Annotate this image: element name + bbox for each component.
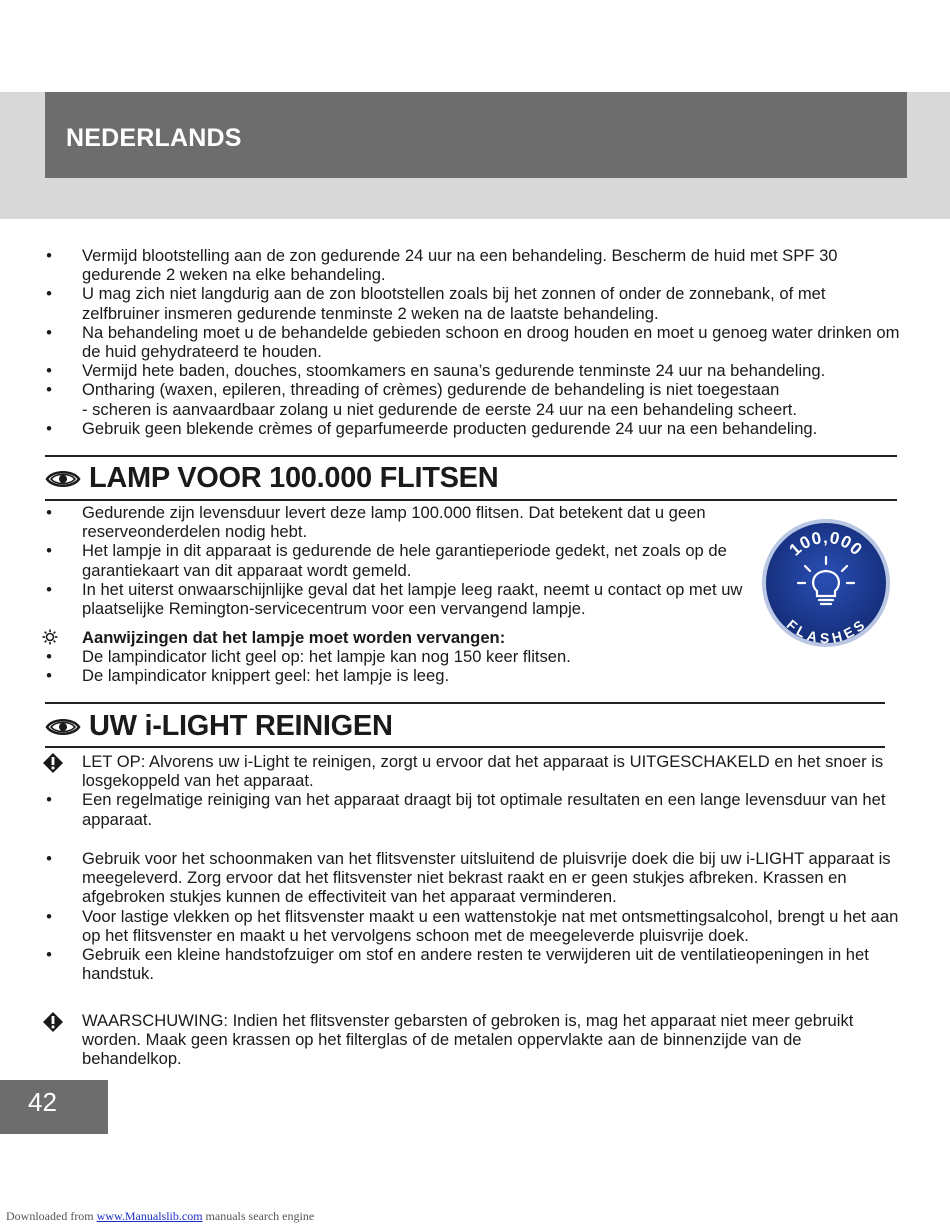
aftercare-list	[44, 246, 904, 438]
list-item: • Een regelmatige reiniging van het apparaat draagt bij tot optimale resultaten en een lange levensduur van het apparaat.	[46, 790, 886, 829]
list-item: • Vermijd blootstelling aan de zon gedurende 24 uur na een behandeling. Bescherm de huid met SPF 30 gedurende 2 weken na elke behandeling.	[46, 246, 838, 285]
list-item: • Gebruik geen blekende crèmes of geparfumeerde producten gedurende 24 uur na een behandeling.	[46, 418, 818, 438]
indicator-heading: Aanwijzingen dat het lampje moet worden vervangen:	[44, 628, 904, 647]
list-item: • Gebruik voor het schoonmaken van het flitsvenster uitsluitend de pluisvrije doek die bij uw i-LIGHT apparaat is meegeleverd. Zorg ervoor dat het flitsvenster niet bekrast raakt en er geen stukjes afbreken. Krassen en afgebroken stukjes kunnen de effectiviteit van het apparaat verminderen.	[46, 849, 891, 907]
warning-diamond-icon	[42, 1011, 64, 1033]
cleaning-section-heading	[45, 710, 393, 743]
badge-bottom-text: FLASHES	[783, 616, 869, 647]
eye-icon	[45, 716, 81, 738]
list-item: • Vermijd hete baden, douches, stoomkamers en sauna’s gedurende tenminste 24 uur na behandeling.	[46, 361, 826, 381]
manualslib-link[interactable]: www.Manualslib.com	[96, 1209, 203, 1223]
warning-item: WAARSCHUWING: Indien het flitsvenster gebarsten of gebroken is, mag het apparaat niet meer gebruikt worden. Maak geen krassen op het filterglas of de metalen oppervlakte aan de binnenzijde van de behandelkop.	[44, 1011, 904, 1069]
list-item: • In het uiterst onwaarschijnlijke geval dat het lampje leeg raakt, neemt u contact op met uw plaatselijke Remington-servicecentrum voor een vervangend lampje.	[46, 579, 743, 619]
list-item: • U mag zich niet langdurig aan de zon blootstellen zoals bij het zonnen of onder de zonnebank, of met zelfbruiner insmeren gedurende tenminste 2 weken na de laatste behandeling.	[46, 284, 826, 323]
flashes-badge	[760, 517, 892, 649]
divider	[45, 746, 885, 748]
list-item: • De lampindicator knippert geel: het lampje is leeg.	[46, 666, 450, 686]
page-number: 42	[28, 1087, 57, 1117]
lamp-list	[44, 503, 764, 618]
cleaning-list-top	[44, 752, 904, 829]
footer: Downloaded from www.Manualslib.com manuals search engine	[6, 1209, 315, 1223]
section-title: UW i-LIGHT REINIGEN	[89, 710, 393, 742]
list-item: • De lampindicator licht geel op: het lampje kan nog 150 keer flitsen.	[46, 647, 571, 667]
list-item: • Na behandeling moet u de behandelde gebieden schoon en droog houden en moet u genoeg water drinken om de huid gehydrateerd te houden.	[46, 322, 900, 362]
list-item: • Voor lastige vlekken op het flitsvenster maakt u een wattenstokje nat met ontsmettingsalcohol, brengt u het aan op het flitsvenster en maakt u het vervolgens schoon met de meegeleverde pluisvrije doek.	[46, 906, 899, 945]
warning-diamond-icon	[42, 752, 64, 774]
divider	[45, 455, 897, 457]
divider	[45, 702, 885, 704]
list-item: • Gedurende zijn levensduur levert deze lamp 100.000 flitsen. Dat betekent dat u geen reserveonderdelen nodig hebt.	[46, 503, 706, 542]
caution-item: LET OP: Alvorens uw i-Light te reinigen, zorgt u ervoor dat het apparaat is UITGESCHAKELD en het snoer is losgekoppeld van het apparaat.	[44, 752, 904, 790]
badge-top-text: 100,000	[785, 528, 867, 560]
page-title: NEDERLANDS	[66, 124, 242, 152]
cleaning-list	[44, 849, 904, 983]
sun-icon	[42, 629, 58, 645]
eye-icon	[45, 468, 81, 490]
section-title: LAMP VOOR 100.000 FLITSEN	[89, 462, 499, 494]
list-item: • Het lampje in dit apparaat is gedurende de hele garantieperiode gedekt, net zoals op de garantiekaart van dit apparaat wordt gemeld.	[46, 541, 727, 580]
lamp-section-heading	[45, 462, 498, 495]
divider	[45, 499, 897, 501]
warning-list	[44, 1011, 904, 1069]
list-item: • Ontharing (waxen, epileren, threading of crèmes) gedurende de behandeling is niet toegestaan - scheren is aanvaardbaar zolang u niet gedurende de eerste 24 uur na een behandeling scheert.	[46, 380, 797, 419]
list-item: • Gebruik een kleine handstofzuiger om stof en andere resten te verwijderen uit de ventilatieopeningen in het handstuk.	[46, 945, 869, 984]
